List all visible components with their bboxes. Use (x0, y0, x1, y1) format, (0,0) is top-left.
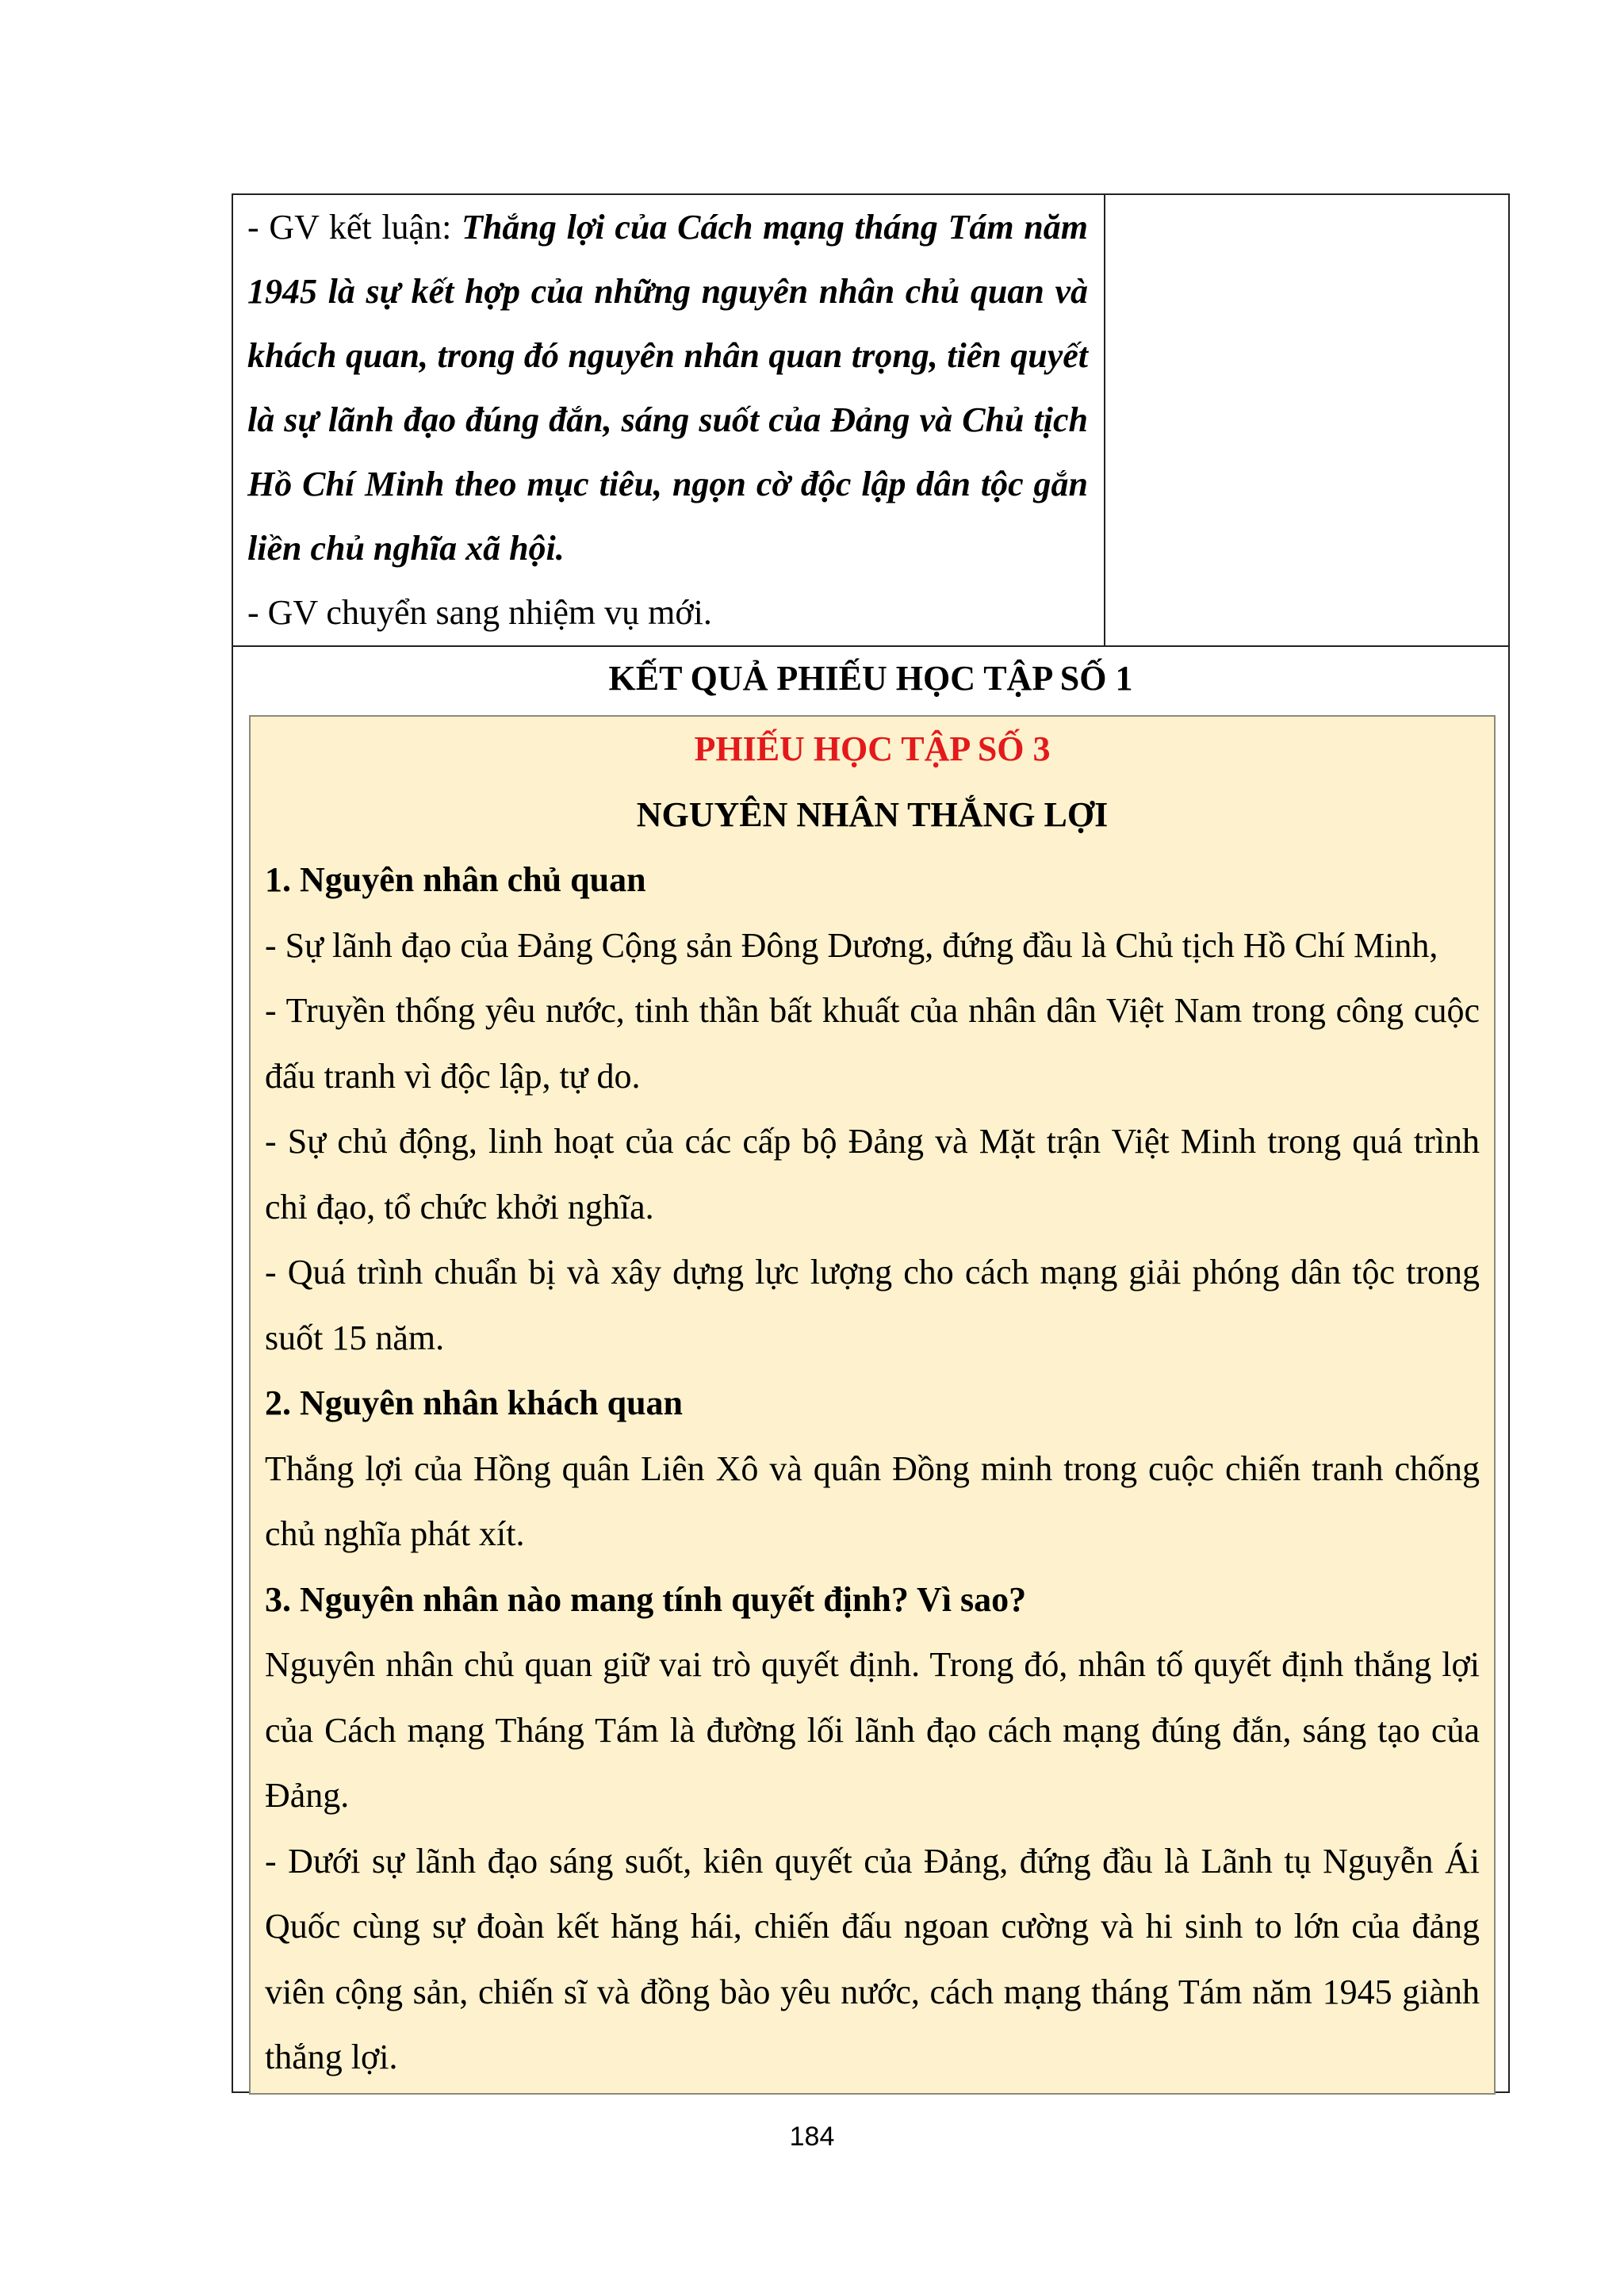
worksheet-box (249, 715, 1496, 2095)
teacher-activity-cell (233, 195, 1105, 645)
next-task-text: - GV chuyển sang nhiệm vụ mới. (247, 593, 712, 632)
lesson-table (232, 193, 1510, 2093)
subjective-causes-heading: 1. Nguyên nhân chủ quan (265, 860, 646, 899)
empty-right-cell (1105, 195, 1508, 645)
decisive-cause-heading: 3. Nguyên nhân nào mang tính quyết định? Vì sao? (265, 1579, 1027, 1619)
results-section-title: KẾT QUẢ PHIẾU HỌC TẬP SỐ 1 (608, 659, 1133, 698)
teacher-conclusion (247, 195, 1088, 580)
list-item: Nguyên nhân chủ quan giữ vai trò quyết định. Trong đó, nhân tố quyết định thắng lợi của Cách mạng Tháng Tám là đường lối lãnh đạo cách mạng đúng đắn, sáng tạo của Đảng. (265, 1645, 1480, 1815)
list-item: - Sự chủ động, linh hoạt của các cấp bộ Đảng và Mặt trận Việt Minh trong quá trình chỉ đạo, tổ chức khởi nghĩa. (265, 1122, 1480, 1226)
list-item: - Sự lãnh đạo của Đảng Cộng sản Đông Dương, đứng đầu là Chủ tịch Hồ Chí Minh, (265, 925, 1438, 965)
worksheet-label: PHIẾU HỌC TẬP SỐ 3 (694, 729, 1051, 768)
page-number: 184 (789, 2122, 835, 2152)
teacher-activity-row (233, 195, 1508, 647)
list-item: - Dưới sự lãnh đạo sáng suốt, kiên quyết của Đảng, đứng đầu là Lãnh tụ Nguyễn Ái Quốc cùng sự đoàn kết hăng hái, chiến đấu ngoan cường và hi sinh to lớn của đảng viên cộng sản, chiến sĩ và đồng bào yêu nước, cách mạng tháng Tám năm 1945 giành thắng lợi. (265, 1841, 1480, 2076)
conclusion-text: Thắng lợi của Cách mạng tháng Tám năm 1945 là sự kết hợp của những nguyên nhân chủ quan và khách quan, trong đó nguyên nhân quan trọng, tiên quyết là sự lãnh đạo đúng đắn, sáng suốt của Đảng và Chủ tịch Hồ Chí Minh theo mục tiêu, ngọn cờ độc lập dân tộc gắn liền chủ nghĩa xã hội. (247, 208, 1089, 568)
worksheet-title: NGUYÊN NHÂN THẮNG LỢI (636, 794, 1109, 834)
list-item: Thắng lợi của Hồng quân Liên Xô và quân Đồng minh trong cuộc chiến tranh chống chủ nghĩa phát xít. (265, 1448, 1480, 1553)
list-item: - Quá trình chuẩn bị và xây dựng lực lượng cho cách mạng giải phóng dân tộc trong suốt 15 năm. (265, 1253, 1480, 1357)
list-item: - Truyền thống yêu nước, tinh thần bất khuất của nhân dân Việt Nam trong công cuộc đấu tranh vì độc lập, tự do. (265, 991, 1480, 1096)
objective-causes-heading: 2. Nguyên nhân khách quan (265, 1383, 684, 1422)
conclusion-prefix: - GV kết luận: (247, 208, 462, 247)
